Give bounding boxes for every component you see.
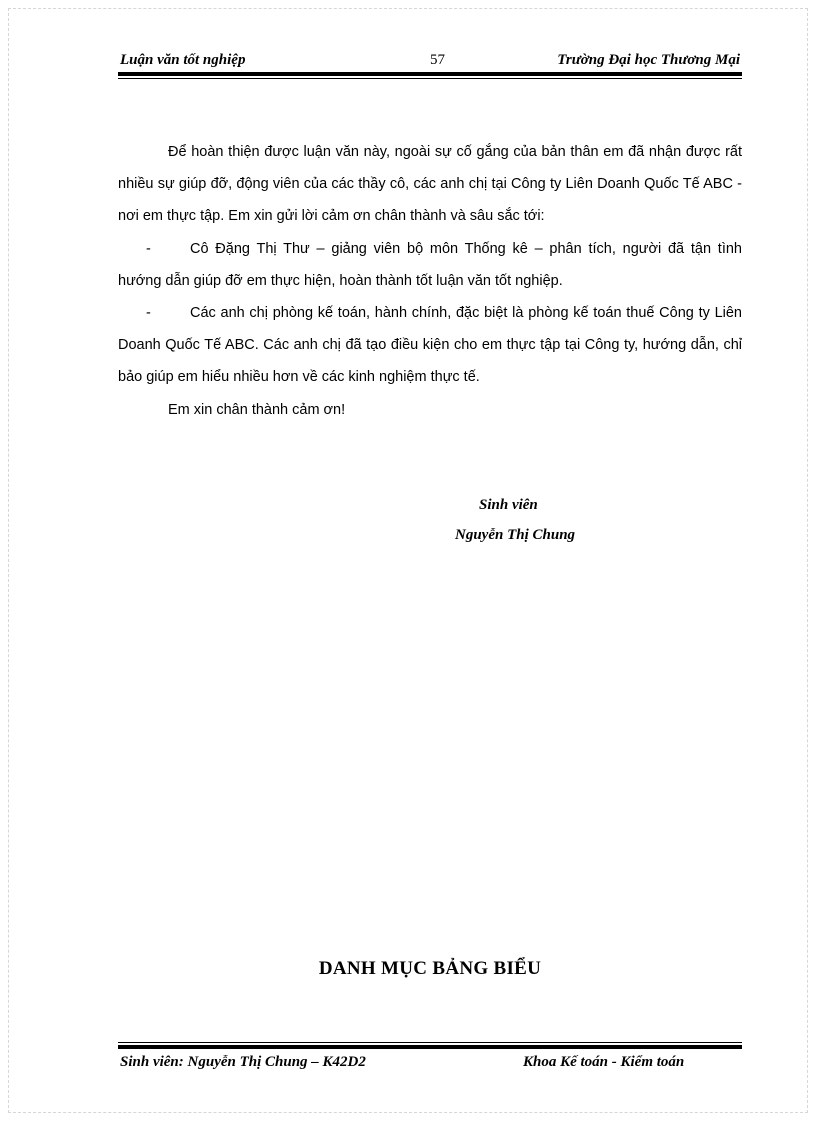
- signature-block: [455, 490, 575, 550]
- page-footer: [118, 1054, 742, 1074]
- header-university-name: Trường Đại học Thương Mại: [557, 52, 740, 68]
- closing-line: Em xin chân thành cảm ơn!: [168, 401, 346, 418]
- bullet-marker: -: [146, 240, 151, 257]
- footer-student-info: Sinh viên: Nguyễn Thị Chung – K42D2: [120, 1054, 366, 1070]
- footer-department: Khoa Kế toán - Kiểm toán: [523, 1054, 685, 1070]
- header-thesis-label: Luận văn tốt nghiệp: [120, 52, 246, 68]
- bullet-marker: -: [146, 305, 151, 322]
- header-page-number: 57: [430, 52, 445, 68]
- section-title: DANH MỤC BẢNG BIỂU: [318, 958, 542, 979]
- bullet-1-text: Cô Đặng Thị Thư – giảng viên bộ môn Thống kê – phân tích, người đã tận tình hướng dẫn giúp đỡ em thực hiện, hoàn thành tốt luận văn tốt nghiệp.: [118, 240, 742, 289]
- intro-paragraph: Để hoàn thiện được luận văn này, ngoài sự cố gắng của bản thân em đã nhận được rất nhiều sự giúp đỡ, động viên của các thầy cô, các anh chị tại Công ty Liên Doanh Quốc Tế ABC - nơi em thực tập. Em xin gửi lời cảm ơn chân thành và sâu sắc tới:: [118, 144, 742, 225]
- page-header: [118, 50, 742, 70]
- header-rule-thick: [118, 72, 742, 76]
- header-rule-thin: [118, 78, 742, 79]
- bullet-text-2: [118, 297, 742, 394]
- bullet-text-1: [118, 233, 742, 297]
- footer-rule-thick: [118, 1045, 742, 1049]
- signature-name: Nguyễn Thị Chung: [455, 527, 576, 543]
- bullet-2-text: Các anh chị phòng kế toán, hành chính, đặc biệt là phòng kế toán thuế Công ty Liên Doanh Quốc Tế ABC. Các anh chị đã tạo điều kiện cho em thực tập tại Công ty, hướng dẫn, chỉ bảo giúp em hiểu nhiều hơn về các kinh nghiệm thực tế.: [118, 305, 742, 386]
- acknowledgement-body: [118, 136, 742, 426]
- signature-role: Sinh viên: [479, 497, 538, 513]
- footer-rule-thin: [118, 1042, 742, 1043]
